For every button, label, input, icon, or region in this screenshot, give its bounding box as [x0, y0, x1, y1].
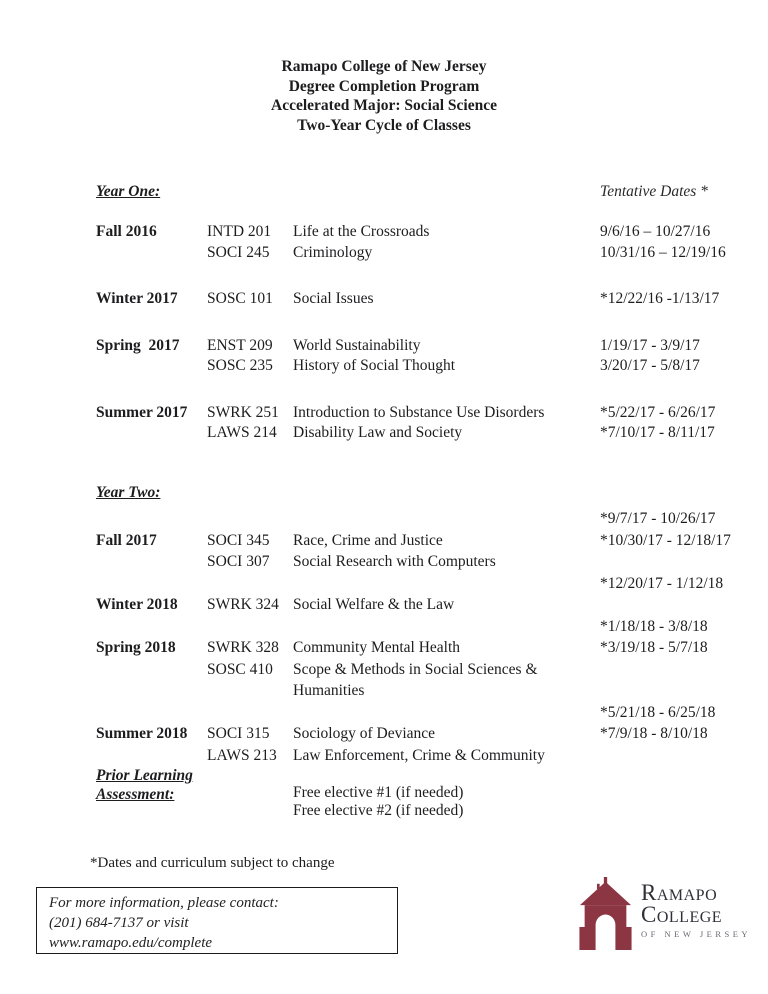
course-dates: 1/19/17 - 3/9/17 [600, 336, 700, 354]
term-cell [96, 745, 207, 767]
year-two-schedule [96, 508, 768, 766]
prior-learning-heading-line2: Assessment: [96, 786, 175, 803]
prior-learning-heading-line1: Prior Learning [96, 767, 193, 784]
ramapo-logo [579, 877, 751, 950]
term-group [96, 403, 768, 444]
course-title: History of Social Thought [293, 357, 456, 374]
schedule-row [96, 289, 768, 310]
course-dates: 10/31/16 – 12/19/16 [600, 243, 726, 261]
term-cell [96, 659, 207, 702]
course-dates: *12/22/16 -1/13/17 [600, 290, 720, 307]
course-title: World Sustainability [293, 336, 421, 354]
contact-line-url: www.ramapo.edu/complete [49, 935, 213, 951]
course-code: SOCI 245 [207, 243, 270, 261]
course-code: SWRK 328 [207, 639, 279, 656]
schedule-row [96, 530, 768, 552]
course-title: Community Mental Health [293, 639, 461, 656]
schedule-row [96, 702, 768, 724]
term-cell: Spring 2018 [96, 639, 176, 656]
course-dates: *7/9/18 - 8/10/18 [600, 725, 708, 742]
schedule-row [96, 594, 768, 616]
logo-name-ramapo: Ramapo [641, 880, 718, 905]
course-dates [600, 745, 768, 767]
logo-name-college: College [641, 902, 723, 927]
course-code [207, 702, 293, 724]
course-title: Scope & Methods in Social Sciences & Humanities [293, 660, 538, 699]
logo-tagline: OF NEW JERSEY [641, 929, 752, 939]
course-dates: 9/6/16 – 10/27/16 [600, 223, 711, 240]
arch-icon [579, 877, 632, 950]
course-dates: *9/7/17 - 10/26/17 [600, 510, 716, 527]
course-dates: *7/10/17 - 8/11/17 [600, 424, 715, 441]
course-code [207, 508, 293, 530]
course-code: SOSC 410 [207, 660, 273, 678]
course-title [293, 508, 600, 530]
course-title: Race, Crime and Justice [293, 531, 443, 549]
elective-item: Free elective #2 (if needed) [293, 802, 464, 819]
year-two-header-row [96, 483, 160, 503]
contact-line-info: For more information, please contact: [49, 895, 279, 911]
term-cell [96, 573, 207, 595]
term-group [96, 336, 768, 377]
schedule-row [96, 745, 768, 767]
schedule-row [96, 222, 768, 243]
course-code: SOCI 307 [207, 553, 270, 570]
course-title [293, 616, 600, 638]
schedule-row [96, 336, 768, 357]
term-cell: Spring 2017 [96, 336, 180, 354]
title-line-program: Degree Completion Program [288, 77, 480, 95]
footnote: *Dates and curriculum subject to change [90, 855, 335, 871]
prior-learning-electives [293, 784, 463, 820]
course-title: Life at the Crossroads [293, 223, 430, 240]
course-code: LAWS 213 [207, 746, 277, 764]
title-line-cycle: Two-Year Cycle of Classes [297, 116, 471, 134]
course-title: Social Research with Computers [293, 553, 496, 570]
document-title [0, 57, 768, 135]
term-cell [96, 551, 207, 573]
course-dates [600, 659, 768, 702]
title-line-college: Ramapo College of New Jersey [281, 58, 487, 75]
course-title [293, 573, 600, 595]
course-dates: *5/21/18 - 6/25/18 [600, 703, 716, 721]
schedule-row [96, 616, 768, 638]
term-cell [96, 702, 207, 724]
prior-learning-heading [96, 766, 193, 804]
course-code: LAWS 214 [207, 424, 277, 441]
schedule-row [96, 659, 768, 702]
schedule-row [96, 508, 768, 530]
course-code: SOSC 235 [207, 357, 273, 374]
course-dates: *12/20/17 - 1/12/18 [600, 574, 724, 592]
course-title: Social Welfare & the Law [293, 596, 455, 613]
course-code: SOSC 101 [207, 290, 273, 307]
course-code: INTD 201 [207, 223, 272, 240]
course-dates: *1/18/18 - 3/8/18 [600, 617, 708, 635]
elective-item: Free elective #1 (if needed) [293, 784, 464, 801]
schedule-row [96, 723, 768, 745]
term-cell: Fall 2016 [96, 223, 157, 240]
tentative-dates-label: Tentative Dates * [600, 183, 708, 200]
schedule-row [96, 551, 768, 573]
term-cell [96, 423, 207, 444]
term-cell: Summer 2017 [96, 403, 188, 421]
year-one-header-row [96, 182, 768, 202]
schedule-row [96, 423, 768, 444]
term-cell: Winter 2017 [96, 290, 178, 307]
term-cell: Winter 2018 [96, 596, 178, 613]
course-title: Social Issues [293, 290, 374, 307]
term-cell: Fall 2017 [96, 531, 157, 549]
course-code: SWRK 251 [207, 403, 279, 421]
term-cell [96, 616, 207, 638]
course-title: Law Enforcement, Crime & Community [293, 746, 545, 764]
course-code: SOCI 315 [207, 725, 270, 742]
course-title: Introduction to Substance Use Disorders [293, 403, 545, 421]
term-cell [96, 356, 207, 377]
course-code: SOCI 345 [207, 531, 270, 549]
course-dates [600, 594, 768, 616]
course-code [207, 616, 293, 638]
schedule-row [96, 403, 768, 424]
course-dates: *10/30/17 - 12/18/17 [600, 531, 731, 549]
schedule-row [96, 356, 768, 377]
logo-text [641, 877, 751, 939]
course-title: Criminology [293, 243, 373, 261]
course-dates [600, 551, 768, 573]
term-group [96, 222, 768, 263]
course-dates: *3/19/18 - 5/7/18 [600, 639, 708, 656]
course-code: SWRK 324 [207, 596, 279, 613]
year-two-heading: Year Two: [96, 484, 161, 501]
term-cell: Summer 2018 [96, 725, 188, 742]
schedule-row [96, 243, 768, 264]
course-title: Sociology of Deviance [293, 725, 436, 742]
contact-line-phone: (201) 684-7137 or visit [49, 915, 189, 931]
course-title: Disability Law and Society [293, 424, 463, 441]
term-group [96, 289, 768, 310]
year-one-schedule [96, 222, 768, 444]
course-dates: *5/22/17 - 6/26/17 [600, 403, 716, 421]
course-code: ENST 209 [207, 336, 273, 354]
term-cell [96, 243, 207, 264]
course-dates: 3/20/17 - 5/8/17 [600, 357, 700, 374]
schedule-row [96, 573, 768, 595]
year-one-heading: Year One: [96, 183, 161, 200]
term-cell [96, 508, 207, 530]
course-code [207, 573, 293, 595]
course-title [293, 702, 600, 724]
schedule-row [96, 637, 768, 659]
contact-box [36, 887, 398, 954]
title-line-major: Accelerated Major: Social Science [271, 97, 497, 114]
